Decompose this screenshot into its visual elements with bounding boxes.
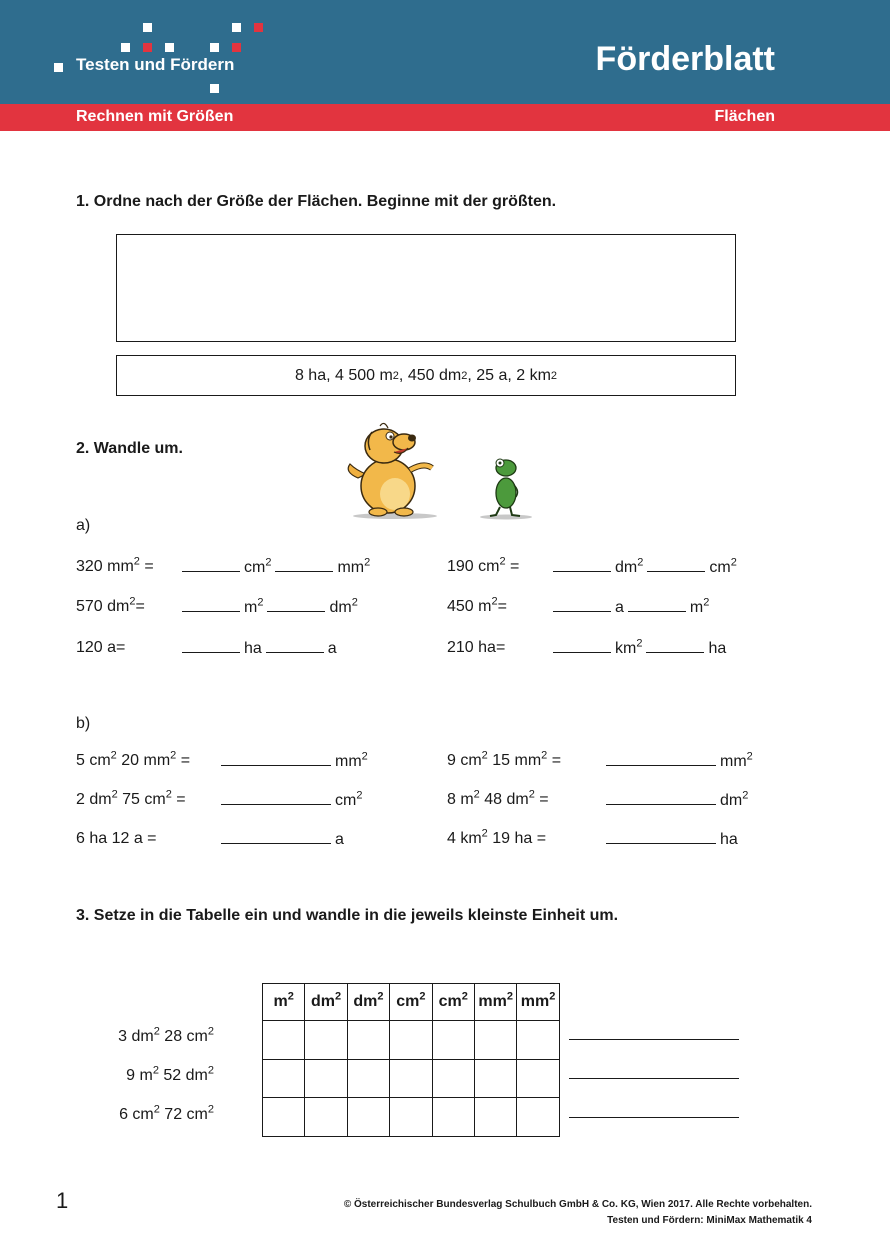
task1-heading: 1. Ordne nach der Größe der Flächen. Beginne mit der größten.	[76, 193, 557, 210]
table-cell[interactable]	[347, 1021, 389, 1060]
copyright-notice: © Österreichischer Bundesverlag Schulbuch GmbH & Co. KG, Wien 2017. Alle Rechte vorbehalten.	[343, 1199, 812, 1210]
exercise-a1-right: 190 $cm^2$ =	[447, 555, 520, 575]
part-a-label: a)	[76, 517, 91, 534]
dog-illustration	[340, 420, 450, 520]
task2-heading: 2. Wandle um.	[76, 440, 183, 457]
column-header: $dm^2$	[347, 984, 389, 1021]
table-cell[interactable]	[390, 1021, 432, 1060]
exercise-b3-right: 4 $km^2$ 19 ha =	[447, 827, 547, 847]
table-row	[263, 1098, 560, 1137]
table-cell[interactable]	[263, 1059, 305, 1098]
table-cell[interactable]	[517, 1059, 559, 1098]
page-title: Förderblatt	[595, 40, 775, 78]
table-cell[interactable]	[263, 1098, 305, 1137]
exercise-a3-right: 210 ha=	[447, 639, 506, 656]
table-cell[interactable]	[305, 1021, 347, 1060]
exercise-a2-right-answer[interactable]: a $m^2$	[553, 598, 709, 617]
table-cell[interactable]	[390, 1098, 432, 1137]
column-header: $mm^2$	[474, 984, 516, 1021]
column-header: $mm^2$	[517, 984, 559, 1021]
result-line[interactable]	[569, 1078, 739, 1079]
exercise-b2-left: 2 $dm^2$ 75 $cm^2$ =	[76, 788, 186, 808]
table-cell[interactable]	[347, 1098, 389, 1137]
exercise-a2-right: 450 $m^2=$	[447, 595, 507, 615]
exercise-b1-right: 9 $cm^2$ 15 $mm^2$ =	[447, 749, 562, 769]
exercise-b2-right: 8 $m^2$ 48 $dm^2$ =	[447, 788, 549, 808]
exercise-b3-left: 6 ha 12 a =	[76, 830, 157, 847]
table-cell[interactable]	[305, 1098, 347, 1137]
table-cell[interactable]	[347, 1059, 389, 1098]
exercise-a3-right-answer[interactable]: $km^2$ ha	[553, 639, 726, 658]
table-cell[interactable]	[305, 1059, 347, 1098]
exercise-a2-left: 570 $dm^2=$	[76, 595, 145, 615]
answer-box[interactable]	[116, 234, 736, 342]
table-cell[interactable]	[517, 1098, 559, 1137]
part-b-label: b)	[76, 715, 91, 732]
table-cell[interactable]	[263, 1021, 305, 1060]
exercise-a1-right-answer[interactable]: $dm^2$ $cm^2$	[553, 558, 737, 577]
exercise-b2-left-answer[interactable]: $cm^2$	[221, 791, 362, 810]
column-header: $cm^2$	[432, 984, 474, 1021]
frog-illustration	[476, 455, 536, 520]
table-cell[interactable]	[432, 1021, 474, 1060]
exercise-b1-right-answer[interactable]: $mm^2$	[606, 752, 753, 771]
table-cell[interactable]	[474, 1098, 516, 1137]
column-header: $cm^2$	[390, 984, 432, 1021]
table-row-label: 6 $cm^2$ 72 $cm^2$	[119, 1103, 214, 1123]
series-title: Testen und Fördern: MiniMax Mathematik 4	[607, 1215, 812, 1226]
column-header: $dm^2$	[305, 984, 347, 1021]
exercise-a2-left-answer[interactable]: $m^2$ $dm^2$	[182, 598, 358, 617]
table-cell[interactable]	[432, 1059, 474, 1098]
table-cell[interactable]	[474, 1021, 516, 1060]
exercise-b1-left: 5 $cm^2$ 20 $mm^2$ =	[76, 749, 191, 769]
table-cell[interactable]	[517, 1021, 559, 1060]
subtopic-label: Flächen	[714, 108, 775, 125]
task3-heading: 3. Setze in die Tabelle ein und wandle in die jeweils kleinste Einheit um.	[76, 907, 619, 924]
areas-box: 8 ha, 4 500 m 2 , 450 dm 2 , 25 a, 2 km 2	[116, 355, 736, 396]
units-table	[262, 983, 560, 1137]
exercise-a1-left: 320 $mm^2$ =	[76, 555, 154, 575]
table-row	[263, 1021, 560, 1060]
table-row-label: 3 $dm^2$ 28 $cm^2$	[118, 1025, 214, 1045]
exercise-a3-left: 120 a=	[76, 639, 126, 656]
exercise-a1-left-answer[interactable]: $cm^2$ $mm^2$	[182, 558, 370, 577]
result-line[interactable]	[569, 1039, 739, 1040]
exercise-b1-left-answer[interactable]: $mm^2$	[221, 752, 368, 771]
logo-text: Testen und Fördern	[76, 55, 235, 74]
topic-label: Rechnen mit Größen	[76, 108, 234, 125]
result-line[interactable]	[569, 1117, 739, 1118]
table-row-label: 9 $m^2$ 52 $dm^2$	[126, 1064, 214, 1084]
table-cell[interactable]	[390, 1059, 432, 1098]
table-cell[interactable]	[474, 1059, 516, 1098]
exercise-b3-left-answer[interactable]: a	[221, 830, 344, 849]
table-cell[interactable]	[432, 1098, 474, 1137]
table-row	[263, 1059, 560, 1098]
exercise-b3-right-answer[interactable]: ha	[606, 830, 738, 849]
exercise-b2-right-answer[interactable]: $dm^2$	[606, 791, 748, 810]
exercise-a3-left-answer[interactable]: ha a	[182, 639, 337, 658]
table-header-row	[263, 984, 560, 1021]
page-number: 1	[56, 1188, 69, 1213]
column-header: $m^2$	[263, 984, 305, 1021]
